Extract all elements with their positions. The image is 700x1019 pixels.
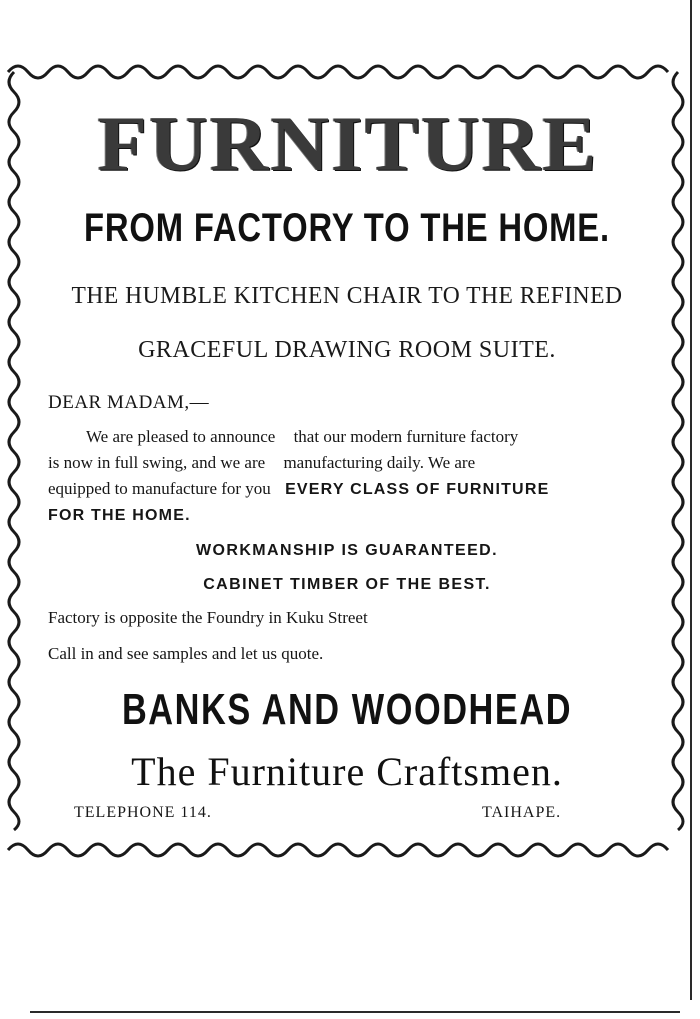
telephone: TELEPHONE 114. — [74, 804, 212, 821]
body-row — [48, 476, 648, 502]
body-row — [48, 450, 648, 476]
body-text-bold: EVERY CLASS OF FURNITURE — [285, 481, 550, 498]
body-row — [48, 424, 648, 450]
tagline-line-1: THE HUMBLE KITCHEN CHAIR TO THE REFINED — [71, 283, 623, 309]
body-text: is now in full swing, and we are — [48, 453, 266, 472]
border-left — [9, 72, 19, 830]
body-text: that our modern furniture factory — [293, 427, 519, 446]
body-text: We are pleased to announce — [86, 427, 276, 446]
column-rule — [690, 0, 692, 1000]
factory-location: Factory is opposite the Foundry in Kuku Street — [48, 608, 368, 627]
advertisement — [22, 92, 672, 852]
tagline-line-2: GRACEFUL DRAWING ROOM SUITE. — [138, 337, 556, 363]
guarantee-line-1: WORKMANSHIP IS GUARANTEED. — [196, 542, 498, 559]
firm-tagline: The Furniture Craftsmen. — [131, 749, 563, 794]
body-paragraph — [48, 424, 648, 528]
guarantee-line-2: CABINET TIMBER OF THE BEST. — [203, 576, 491, 593]
call-to-action: Call in and see samples and let us quote. — [48, 644, 324, 663]
body-text-bold: FOR THE HOME. — [48, 507, 191, 524]
location: TAIHAPE. — [482, 804, 562, 821]
salutation: DEAR MADAM,— — [48, 392, 210, 413]
border-top — [8, 66, 668, 78]
body-row — [48, 502, 648, 528]
firm-name: BANKS AND WOODHEAD — [121, 685, 573, 734]
body-text: manufacturing daily. We are — [283, 453, 476, 472]
bottom-rule — [30, 1011, 680, 1013]
body-text: equipped to manufacture for you — [48, 479, 271, 498]
headline: FURNITURE — [97, 100, 599, 187]
subheadline: FROM FACTORY TO THE HOME. — [84, 206, 610, 250]
border-right — [673, 72, 683, 830]
